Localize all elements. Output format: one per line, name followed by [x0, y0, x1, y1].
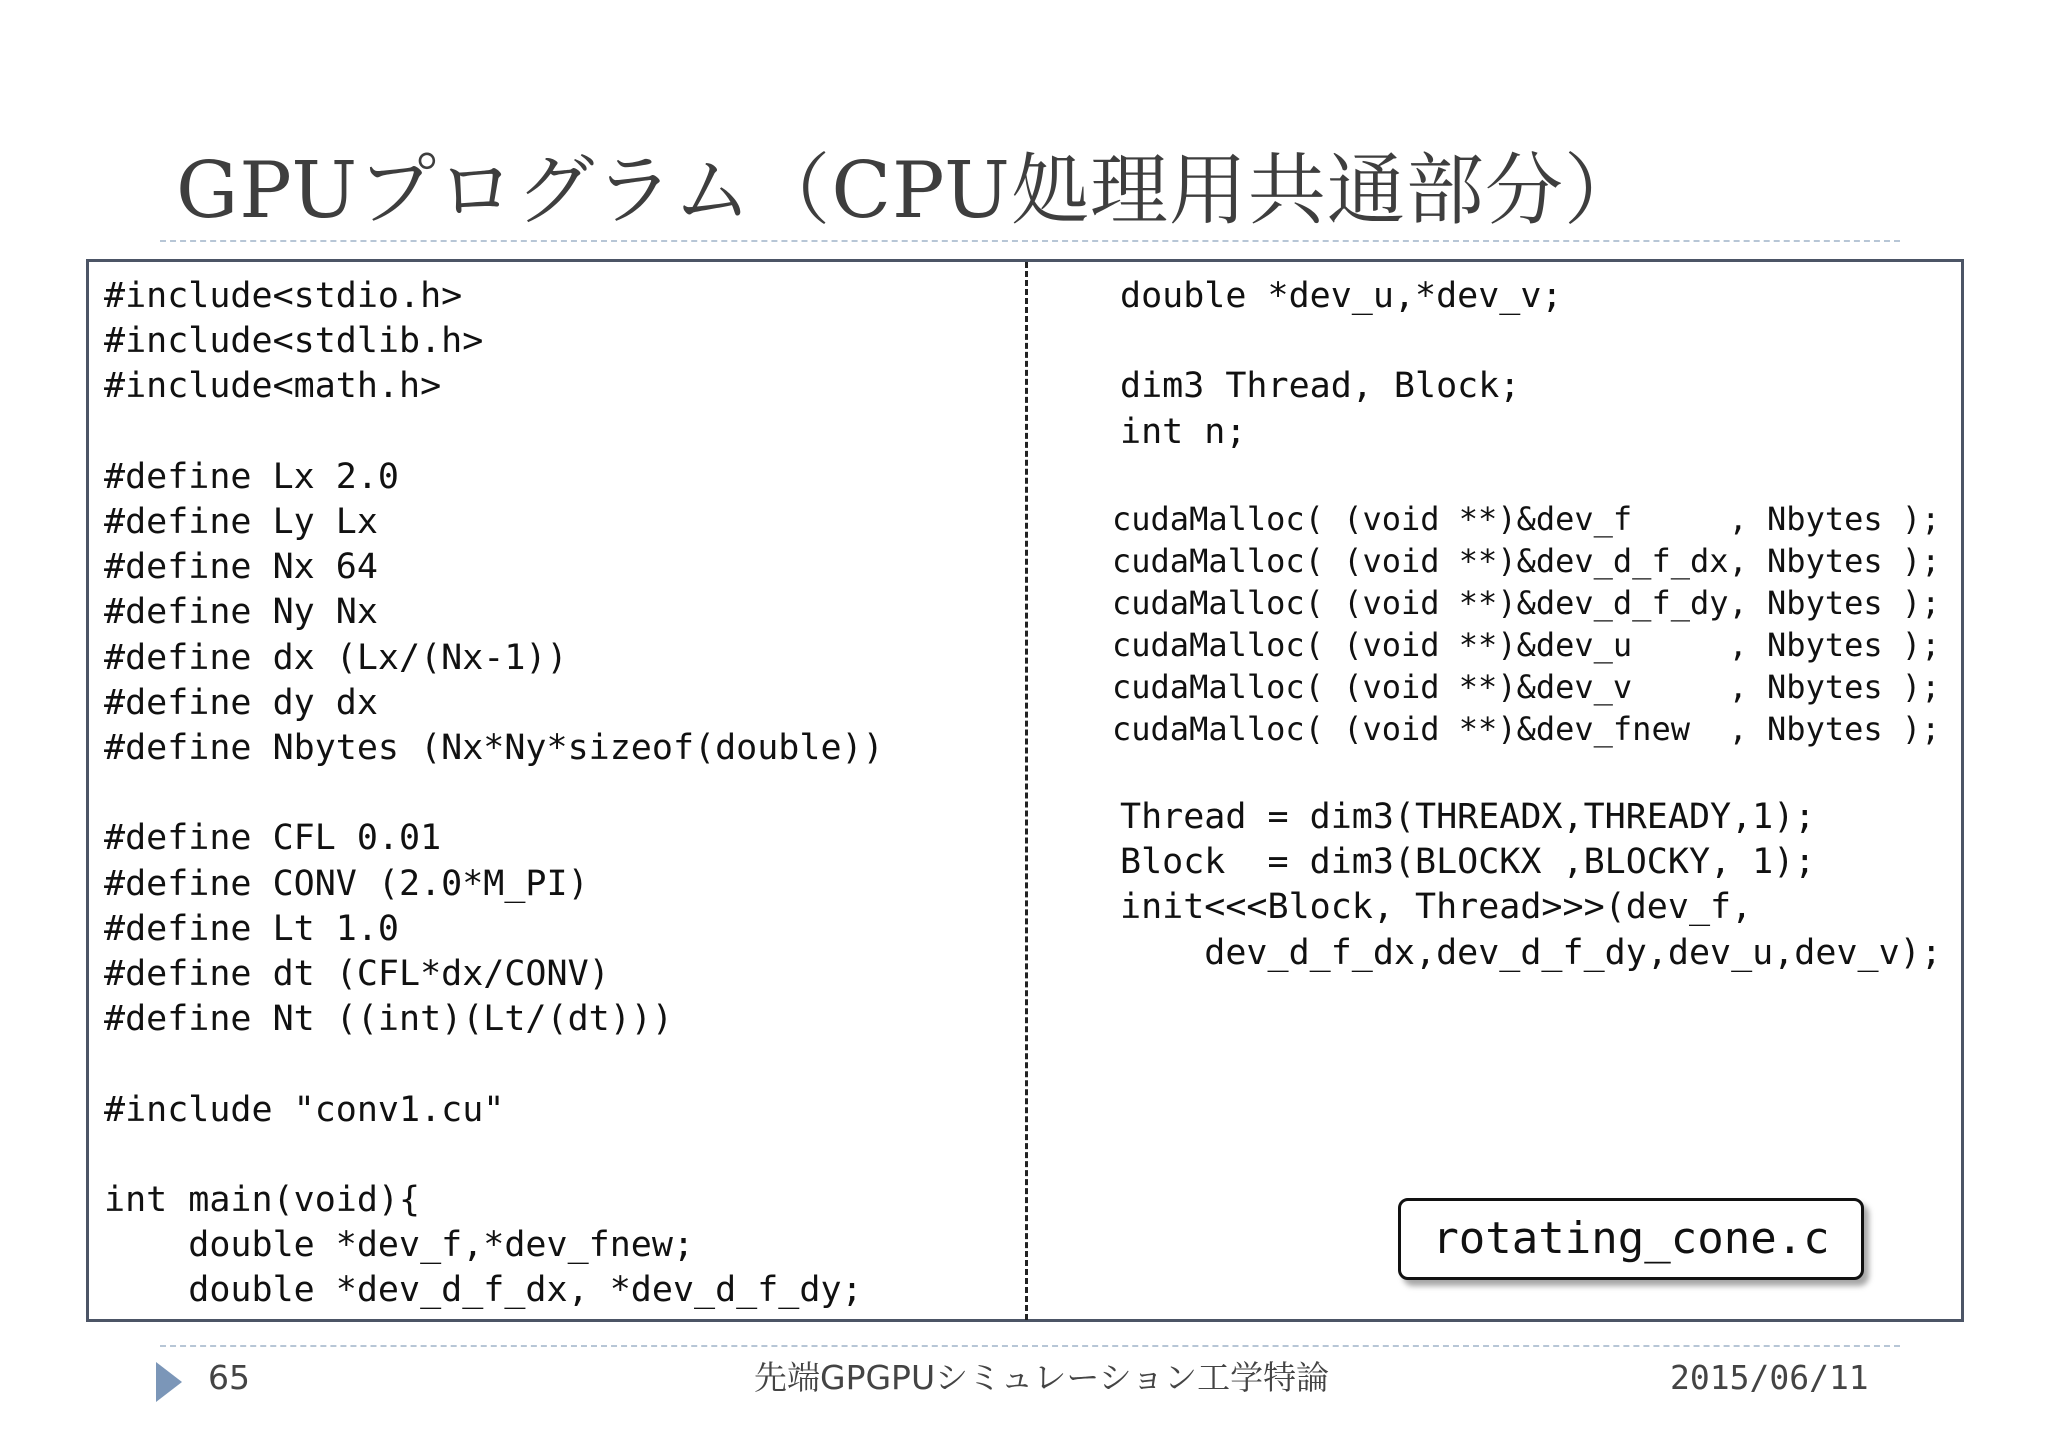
page-number: 65: [208, 1358, 250, 1397]
footer-divider: [160, 1345, 1900, 1347]
triangle-right-icon: [156, 1362, 182, 1402]
code-block-declarations: double *dev_u,*dev_v; dim3 Thread, Block; int n;: [1120, 276, 1563, 452]
course-title: 先端GPGPUシミュレーション工学特論: [754, 1358, 1330, 1397]
column-divider: [1025, 262, 1028, 1320]
code-block-left: #include<stdio.h> #include<stdlib.h> #include<math.h> #define Lx 2.0 #define Ly Lx #define Nx 64 #define Ny Nx #define dx (Lx/(Nx-1)) #define dy dx #define Nbytes (Nx*Ny*sizeof(double)) #define CFL 0.01 #define CONV (2.0*M_PI) #define Lt 1.0 #define dt (CFL*dx/CONV) #define Nt ((int)(Lt/(dt))) #include "conv1.cu" int main(void){ double *dev_f,*dev_fnew; double *dev_d_f_dx, *dev_d_f_dy;: [104, 276, 884, 1311]
code-block-cudamalloc: cudaMalloc( (void **)&dev_f , Nbytes ); cudaMalloc( (void **)&dev_d_f_dx, Nbytes ); cudaMalloc( (void **)&dev_d_f_dy, Nbytes ); cudaMalloc( (void **)&dev_u , Nbytes ); cudaMalloc( (void **)&dev_v , Nbytes ); cudaMalloc( (void **)&dev_fnew , Nbytes );: [1112, 500, 1941, 748]
filename-label: rotating_cone.c: [1398, 1198, 1864, 1280]
title-divider: [160, 240, 1900, 242]
code-block-kernel-launch: Thread = dim3(THREADX,THREADY,1); Block = dim3(BLOCKX ,BLOCKY, 1); init<<<Block, Thread>>>(dev_f, dev_d_f_dx,dev_d_f_dy,dev_u,dev_v);: [1120, 797, 1942, 973]
slide-title: GPUプログラム（CPU処理用共通部分）: [176, 146, 1643, 236]
slide-date: 2015/06/11: [1670, 1358, 1869, 1397]
